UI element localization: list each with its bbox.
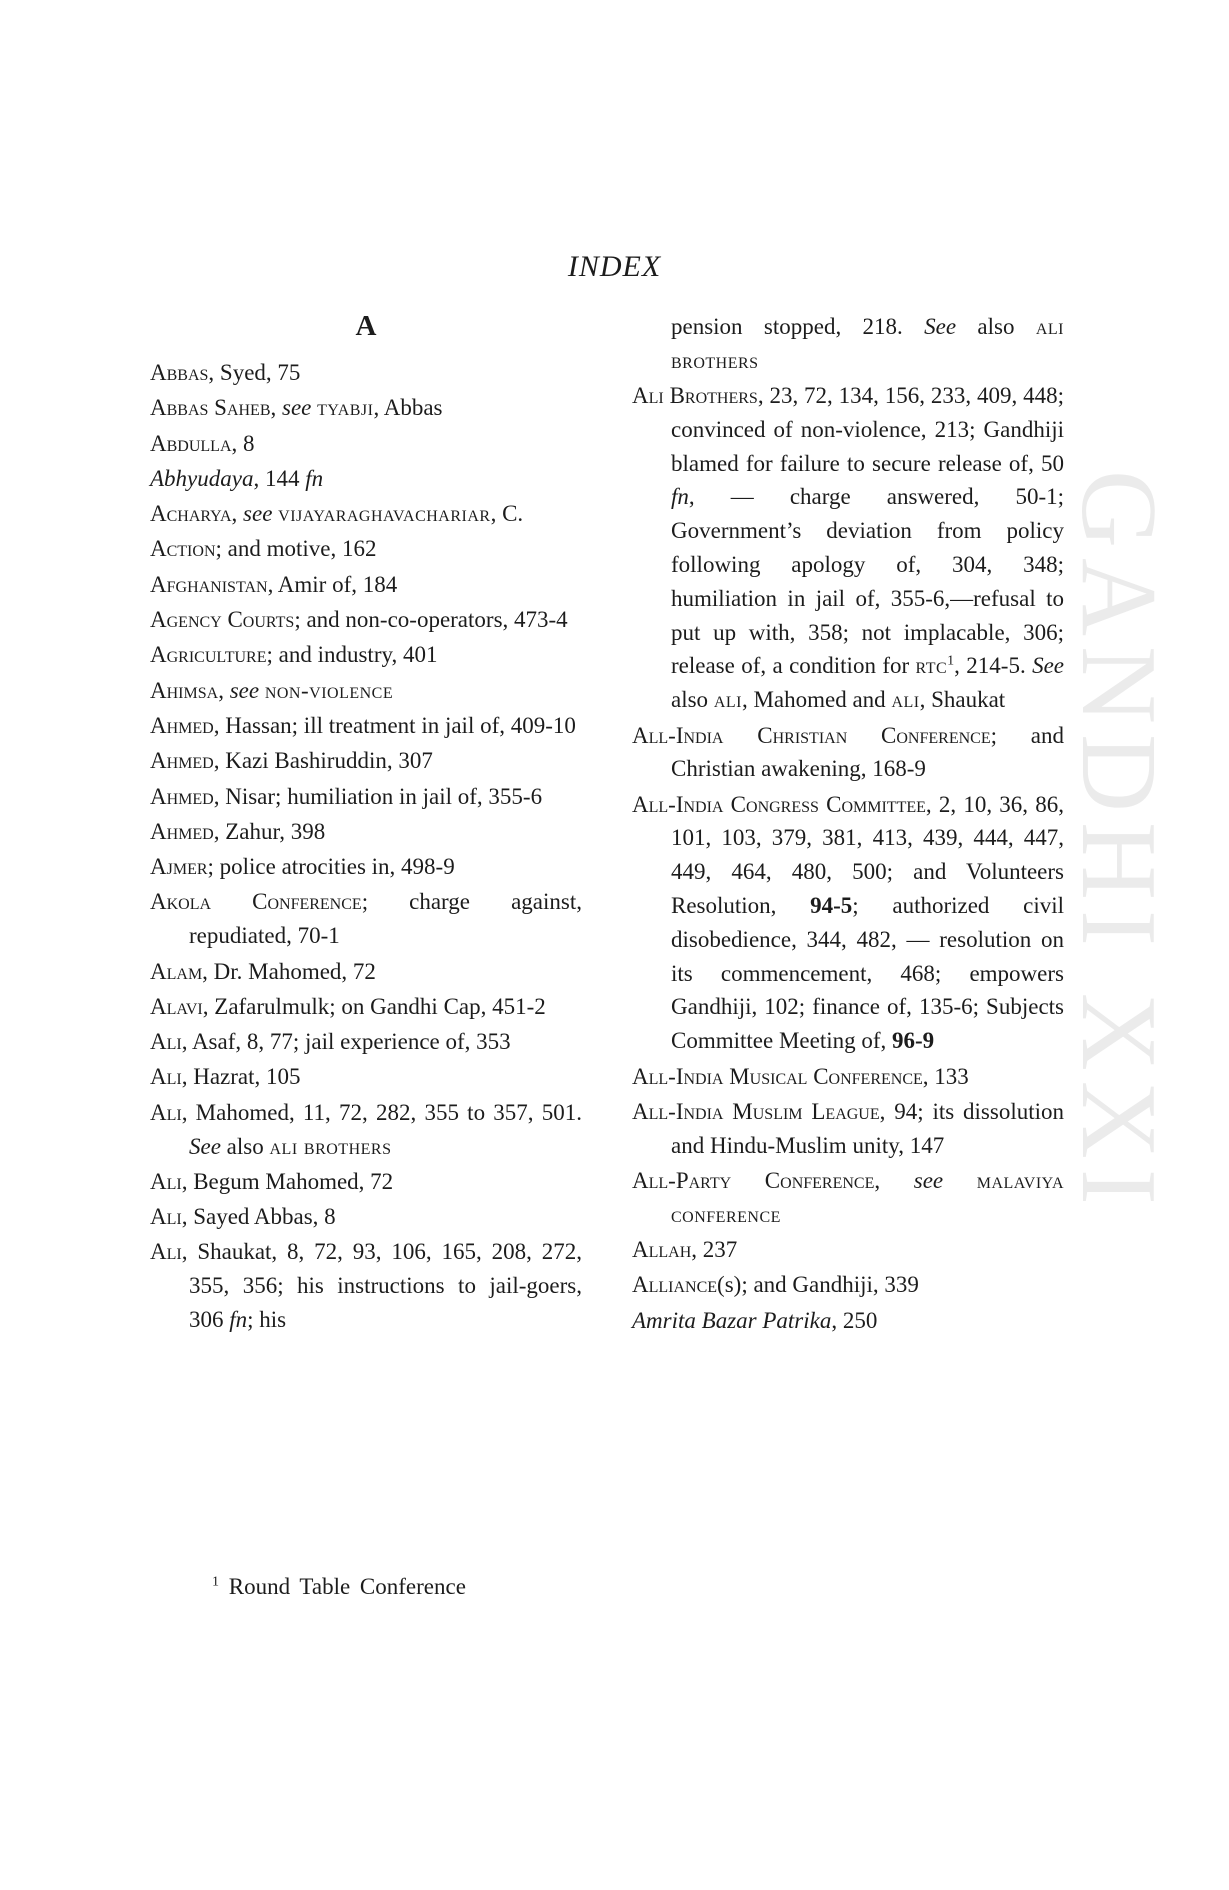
footnote-mark: 1 xyxy=(212,1574,219,1590)
footnote-marker: 1 xyxy=(947,653,955,669)
watermark: GANDHI XXI xyxy=(1059,470,1178,1215)
index-entry: Ali, Sayed Abbas, 8 xyxy=(150,1204,336,1230)
index-entry: Abhyudaya, 144 fn xyxy=(150,465,324,491)
section-letter: A xyxy=(355,310,377,342)
index-entry: Ahmed, Hassan; ill treatment in jail of, 409-10 xyxy=(150,712,576,738)
index-entry: Agency Courts; and non-co-operators, 473-4 xyxy=(150,607,568,633)
index-entry: Ahimsa, see non-violence xyxy=(150,677,394,703)
index-entry: Ali, Hazrat, 105 xyxy=(150,1064,301,1090)
index-entry: Ahmed, Nisar; humiliation in jail of, 355-6 xyxy=(150,783,543,809)
index-entry: Ahmed, Zahur, 398 xyxy=(150,818,326,844)
index-entry: Alliance(s); and Gandhiji, 339 xyxy=(632,1272,919,1298)
index-entry: All-India Muslim League, 94; its dissolution and Hindu-Muslim unity, 147 xyxy=(632,1098,1064,1158)
index-entry: Ali, Begum Mahomed, 72 xyxy=(150,1168,394,1194)
page-title: INDEX xyxy=(567,250,662,283)
index-entry: Acharya, see vijayaraghavachariar, C. xyxy=(150,501,524,527)
index-entry: Abbas Saheb, see tyabji, Abbas xyxy=(150,395,443,421)
index-entry: Alavi, Zafarulmulk; on Gandhi Cap, 451-2 xyxy=(150,993,546,1019)
index-entry: All-Party Conference, see malaviya conference xyxy=(632,1167,1064,1227)
index-entry: Agriculture; and industry, 401 xyxy=(150,642,438,668)
index-entry: Ajmer; police atrocities in, 498-9 xyxy=(150,854,455,880)
right-column xyxy=(632,310,1064,1339)
index-entry: All-India Congress Committee, 2, 10, 36, 86, 101, 103, 379, 381, 413, 439, 444, 447, 449, 464, 480, 500; and Volunteers Resolution, 94-5; authorized civil disobedience, 344, 482, — resolution on its commencement, 468; empowers Gandhiji, 102; finance of, 135-6; Subjects Committee Meeting of, 96-9 xyxy=(632,791,1064,1054)
index-entry: Amrita Bazar Patrika, 250 xyxy=(632,1307,878,1333)
index-entry-continued: pension stopped, 218. See also ali brothers xyxy=(671,314,1064,373)
left-column xyxy=(150,356,582,1338)
index-entry: Afghanistan, Amir of, 184 xyxy=(150,571,398,597)
index-entry: Ali, Mahomed, 11, 72, 282, 355 to 357, 501. See also ali brothers xyxy=(150,1099,582,1159)
index-entry: Ahmed, Kazi Bashiruddin, 307 xyxy=(150,748,433,774)
index-entry: Akola Conference; charge against, repudiated, 70-1 xyxy=(150,889,582,949)
index-entry: All-India Musical Conference, 133 xyxy=(632,1063,969,1089)
index-entry: Ali, Shaukat, 8, 72, 93, 106, 165, 208, 272, 355, 356; his instructions to jail-goers, 306 fn; his xyxy=(150,1239,582,1333)
index-entry: Allah, 237 xyxy=(632,1237,738,1263)
index-entry: All-India Christian Conference; and Christian awakening, 168-9 xyxy=(632,722,1064,782)
index-entry: Abdulla, 8 xyxy=(150,430,255,456)
footnote xyxy=(212,1574,466,1600)
index-entry: Ali, Asaf, 8, 77; jail experience of, 353 xyxy=(150,1029,511,1055)
index-entry: Alam, Dr. Mahomed, 72 xyxy=(150,958,376,984)
footnote-text: Round Table Conference xyxy=(219,1574,466,1599)
index-entry: Action; and motive, 162 xyxy=(150,536,377,562)
index-entry: Ali Brothers, 23, 72, 134, 156, 233, 409, 448; convinced of non-violence, 213; Gandhiji blamed for failure to secure release of, 50 fn, — charge answered, 50-1; Government’s deviation from policy following apology of, 304, 348; humiliation in jail of, 355-6,—refusal to put up with, 358; not implacable, 306; release of, a condition for rtc$^1$, 214-5. See also ali, Mahomed and ali, Shaukat xyxy=(632,383,1065,713)
index-entry: Abbas, Syed, 75 xyxy=(150,360,301,385)
